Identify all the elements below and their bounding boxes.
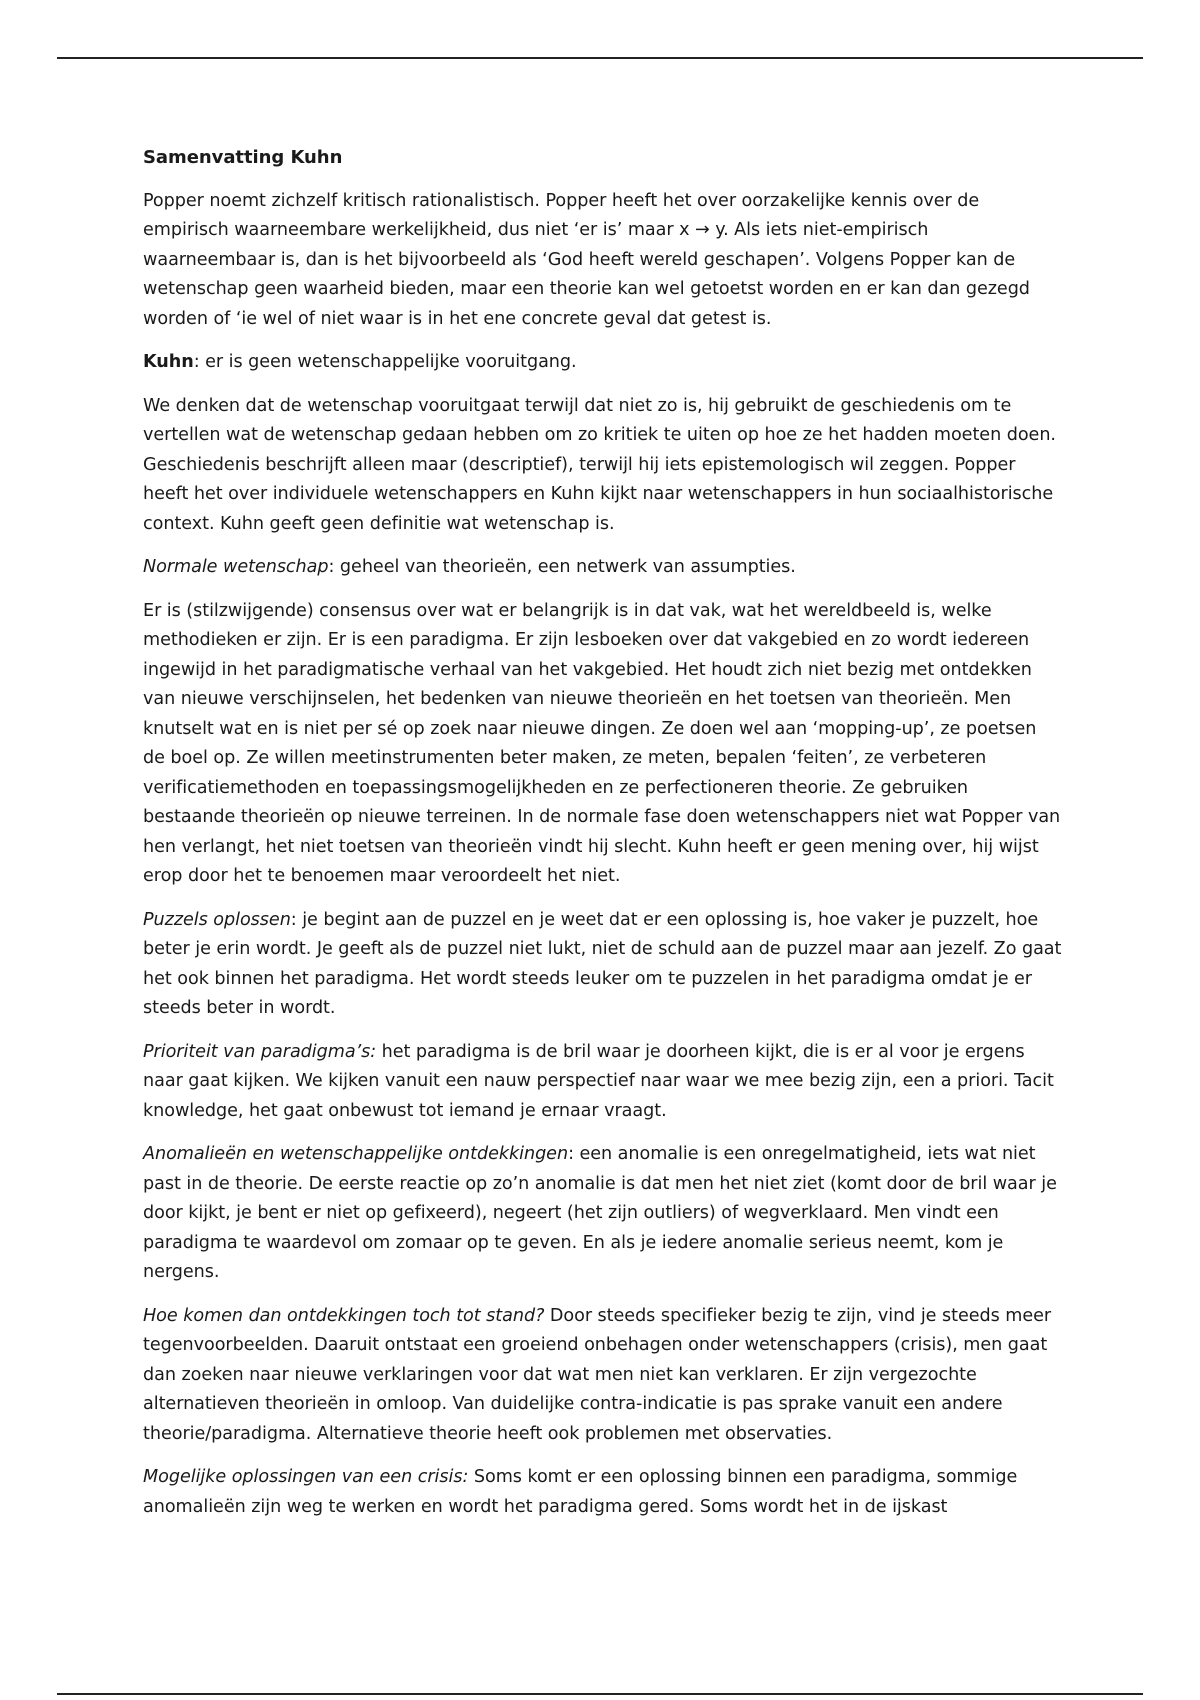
paragraph-lead: Anomalieën en wetenschappelijke ontdekkingen (143, 1144, 569, 1164)
paragraph-text: : je begint aan de puzzel en je weet dat er een oplossing is, hoe vaker je puzzelt, hoe beter je erin wordt. Je geeft als de puzzel niet lukt, niet de schuld aan de puzzel maar aan jezelf. Zo gaat het ook binnen het paradigma. Het wordt steeds leuker om te puzzelen in het paradigma omdat je er steeds beter in wordt. (143, 909, 1062, 1018)
document-body (143, 143, 1063, 1536)
paragraph-lead: Normale wetenschap (143, 557, 329, 577)
paragraph-text: : er is geen wetenschappelijke vooruitgang. (193, 352, 577, 372)
paragraph-text: Popper noemt zichzelf kritisch rationalistisch. Popper heeft het over oorzakelijke kennis over de empirisch waarneembare werkelijkheid, dus niet ‘er is’ maar x → y. Als iets niet-empirisch waarneembaar is, dan is het bijvoorbeeld als ‘God heeft wereld geschapen’. Volgens Popper kan de wetenschap geen waarheid bieden, maar een theorie kan wel getoetst worden en er kan dan gezegd worden of ‘ie wel of niet waar is in het ene concrete geval dat getest is. (143, 190, 1030, 329)
header-rule (57, 57, 1143, 59)
paragraph-text: Er is (stilzwijgende) consensus over wat er belangrijk is in dat vak, wat het wereldbeeld is, welke methodieken er zijn. Er is een paradigma. Er zijn lesboeken over dat vakgebied en zo wordt iedereen ingewijd in het paradigmatische verhaal van het vakgebied. Het houdt zich niet bezig met ontdekken van nieuwe verschijnselen, het bedenken van nieuwe theorieën en het toetsen van theorieën. Men knutselt wat en is niet per sé op zoek naar nieuwe dingen. Ze doen wel aan ‘mopping-up’, ze poetsen de boel op. Ze willen meetinstrumenten beter maken, ze meten, bepalen ‘feiten’, ze verbeteren verificatiemethoden en toepassingsmogelijkheden en ze perfectioneren theorie. Ze gebruiken bestaande theorieën op nieuwe terreinen. In de normale fase doen wetenschappers niet wat Popper van hen verlangt, het niet toetsen van theorieën vindt hij slecht. Kuhn heeft er geen mening over, hij wijst erop door het te benoemen maar veroordeelt het niet. (143, 600, 1061, 886)
footer-rule (57, 1693, 1143, 1695)
paragraph-prioriteit (143, 1038, 1063, 1127)
paragraph-text: Soms komt er een oplossing binnen een paradigma, sommige anomalieën zijn weg te werken en wordt het paradigma gered. Soms wordt het in de ijskast (143, 1467, 1018, 1517)
document-title: Samenvatting Kuhn (143, 147, 343, 168)
paragraph-text: : een anomalie is een onregelmatigheid, iets wat niet past in de theorie. De eerste reactie op zo’n anomalie is dat men het niet ziet (komt door de bril waar je door kijkt, je bent er niet op gefixeerd), negeert (het zijn outliers) of wegverklaard. Men vindt een paradigma te waardevol om zomaar op te geven. En als je iedere anomalie serieus neemt, kom je nergens. (143, 1144, 1057, 1282)
paragraph-crisis (143, 1463, 1063, 1522)
paragraph-text: : geheel van theorieën, een netwerk van assumpties. (328, 557, 796, 577)
paragraph-ontdekkingen (143, 1302, 1063, 1450)
paragraph-text: het paradigma is de bril waar je doorheen kijkt, die is er al voor je ergens naar gaat kijken. We kijken vanuit een nauw perspectief naar waar we mee bezig zijn, een a priori. Tacit knowledge, het gaat onbewust tot iemand je ernaar vraagt. (143, 1041, 1054, 1121)
paragraph-lead: Kuhn (143, 352, 194, 372)
paragraph-consensus (143, 597, 1063, 892)
paragraph-puzzels (143, 906, 1063, 1024)
paragraph-text: We denken dat de wetenschap vooruitgaat terwijl dat niet zo is, hij gebruikt de geschiedenis om te vertellen wat de wetenschap gedaan hebben om zo kritiek te uiten op hoe ze het hadden moeten doen. Geschiedenis beschrijft alleen maar (descriptief), terwijl hij iets epistemologisch wil zeggen. Popper heeft het over individuele wetenschappers en Kuhn kijkt naar wetenschappers in hun sociaalhistorische context. Kuhn geeft geen definitie wat wetenschap is. (143, 395, 1056, 534)
paragraph-lead: Puzzels oplossen (143, 909, 291, 930)
paragraph-lead: Prioriteit van paradigma’s: (143, 1041, 377, 1062)
paragraph-vooruitgang (143, 392, 1063, 540)
paragraph-anomalieen (143, 1140, 1063, 1288)
paragraph-kuhn (143, 348, 1063, 378)
paragraph-lead: Mogelijke oplossingen van een crisis: (143, 1467, 469, 1487)
paragraph-text: Door steeds specifieker bezig te zijn, vind je steeds meer tegenvoorbeelden. Daaruit ontstaat een groeiend onbehagen onder wetenschappers (crisis), men gaat dan zoeken naar nieuwe verklaringen voor dat wat men niet kan verklaren. Er zijn vergezochte alternatieven theorieën in omloop. Van duidelijke contra-indicatie is pas sprake vanuit een andere theorie/paradigma. Alternatieve theorie heeft ook problemen met observaties. (143, 1305, 1052, 1444)
paragraph-normale-wetenschap (143, 553, 1063, 583)
paragraph-lead: Hoe komen dan ontdekkingen toch tot stand? (143, 1305, 545, 1326)
paragraph-popper (143, 187, 1063, 335)
